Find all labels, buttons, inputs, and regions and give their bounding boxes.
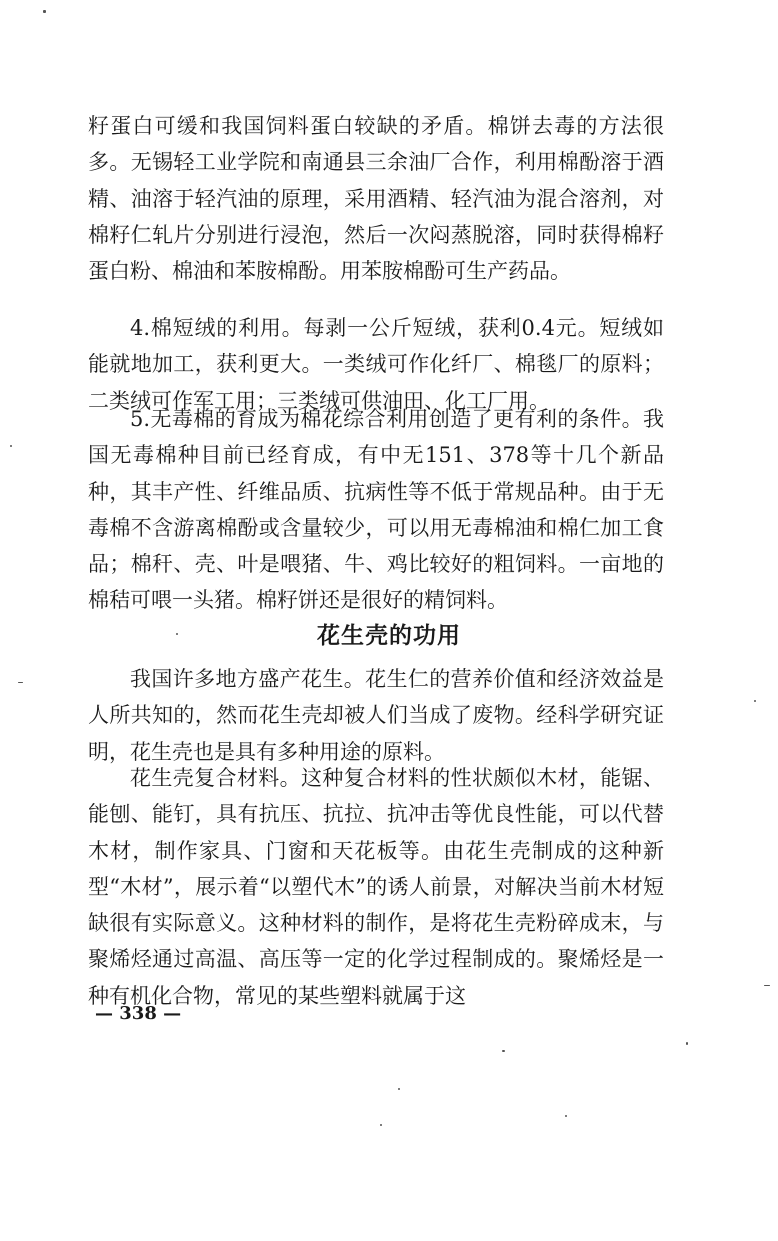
scan-speck (686, 1042, 688, 1045)
scan-speck (754, 700, 756, 702)
scan-speck (18, 682, 23, 683)
scan-speck (764, 985, 770, 986)
scan-speck (380, 1124, 382, 1126)
paragraph-peanut-intro: 我国许多地方盛产花生。花生仁的营养价值和经济效益是人所共知的，然而花生壳却被人们当成了废物。经科学研究证明，花生壳也是具有多种用途的原料。 (88, 667, 664, 764)
scan-speck (176, 633, 178, 635)
paragraph-cottonseed-detox: 籽蛋白可缓和我国饲料蛋白较缺的矛盾。棉饼去毒的方法很多。无锡轻工业学院和南通县三余油厂合作，利用棉酚溶于酒精、油溶于轻汽油的原理，采用酒精、轻汽油为混合溶剂，对棉籽仁轧片分别进行浸泡，然后一次闷蒸脱溶，同时获得棉籽蛋白粉、棉油和苯胺棉酚。用苯胺棉酚可生产药品。 (88, 114, 664, 284)
paragraph-gossypol-free-cotton: 5.无毒棉的育成为棉花综合利用创造了更有利的条件。我国无毒棉种目前已经育成，有中无151、378等十几个新品种，其丰产性、纤维品质、抗病性等不低于常规品种。由于无毒棉不含游离棉酚或含量较少，可以用无毒棉油和棉仁加工食品；棉秆、壳、叶是喂猪、牛、鸡比较好的粗饲料。一亩地的棉秸可喂一头猪。棉籽饼还是很好的精饲料。 (88, 407, 664, 613)
page-number: — 338 — (95, 1003, 182, 1024)
section-heading: 花生壳的功用 (317, 622, 461, 649)
paragraph-peanut-composite: 花生壳复合材料。这种复合材料的性状颇似木材，能锯、能刨、能钉，具有抗压、抗拉、抗冲击等优良性能，可以代替木材，制作家具、门窗和天花板等。由花生壳制成的这种新型“木材”，展示着“以塑代木”的诱人前景，对解决当前木材短缺很有实际意义。这种材料的制作，是将花生壳粉碎成末，与聚烯烃通过高温、高压等一定的化学过程制成的。聚烯烃是一种有机化合物，常见的某些塑料就属于这 (88, 766, 664, 1008)
scan-speck (565, 1115, 567, 1117)
scan-speck (10, 445, 12, 447)
scan-speck (398, 1088, 400, 1090)
scan-speck (43, 10, 46, 13)
paragraph-cotton-linter: 4.棉短绒的利用。每剥一公斤短绒，获利0.4元。短绒如能就地加工，获利更大。一类绒可作化纤厂、棉毯厂的原料；二类绒可作军工用；三类绒可供油田、化工厂用。 (88, 316, 664, 413)
scan-speck (502, 1050, 505, 1052)
